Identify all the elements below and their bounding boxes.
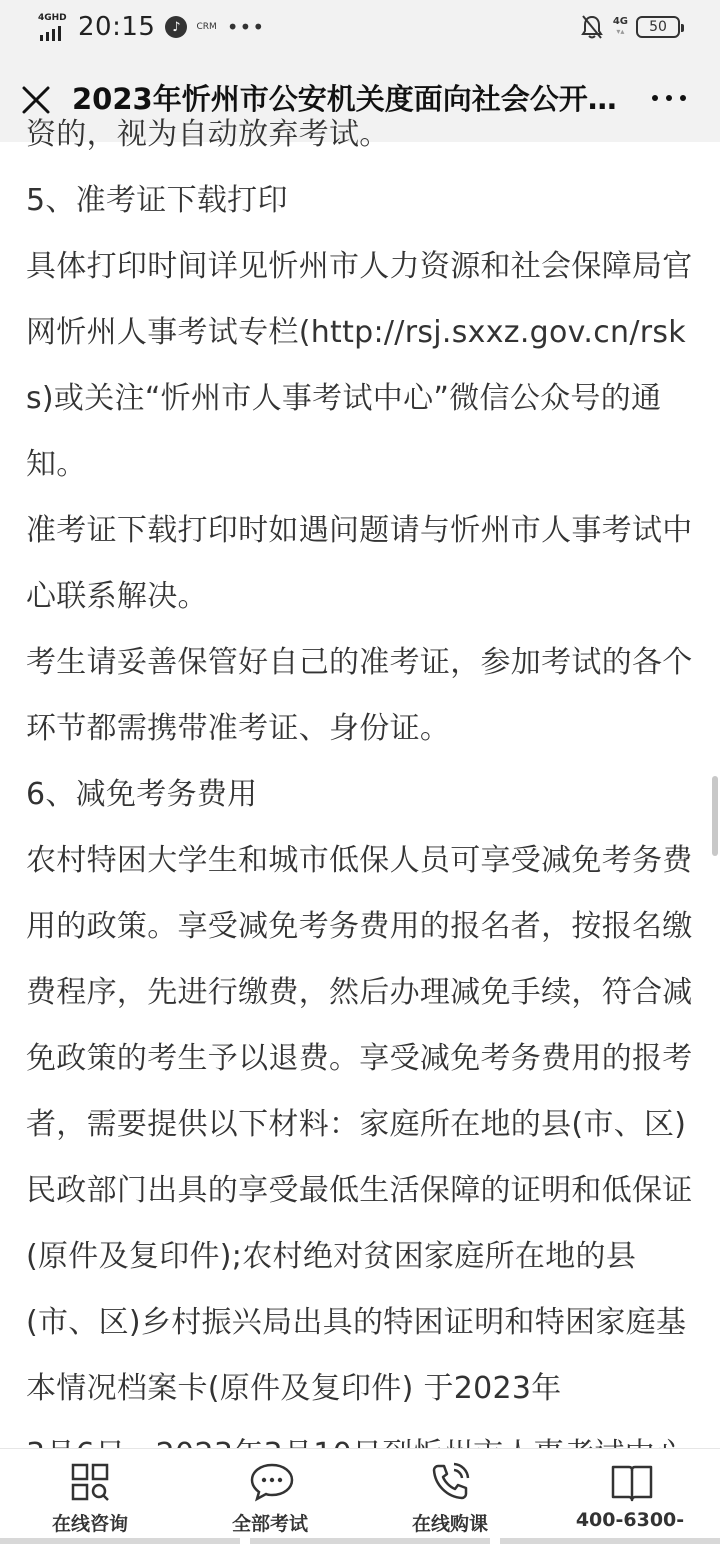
- article-paragraph: 资的，视为自动放弃考试。: [26, 117, 390, 152]
- tab-buy-courses[interactable]: [360, 1449, 540, 1544]
- battery-level: 50: [649, 19, 667, 35]
- clock-time: 20:15: [78, 12, 156, 42]
- section-heading: 5、准考证下载打印: [26, 183, 288, 218]
- gesture-bar: [0, 1538, 720, 1544]
- article-paragraph: 具体打印时间详见忻州市人力资源和社会保障局官网忻州人事考试专栏(http://rsj.sxxz.gov.cn/rsks)或关注“忻州市人事考试中心”微信公众号的通知。: [26, 249, 693, 482]
- status-bar: [0, 0, 720, 56]
- network-4g-label: 4G: [612, 16, 628, 27]
- bottom-tab-bar: [0, 1448, 720, 1544]
- chat-icon: [249, 1461, 291, 1503]
- tab-label: 在线购课: [411, 1513, 488, 1535]
- article-paragraph: 准考证下载打印时如遇问题请与忻州市人事考试中心联系解决。: [26, 513, 693, 614]
- article-body: [26, 102, 694, 1488]
- section-heading: 6、减免考务费用: [26, 777, 258, 812]
- scrollbar-thumb[interactable]: [712, 776, 718, 856]
- book-icon: [609, 1461, 651, 1503]
- status-more-dots: •••: [226, 15, 266, 39]
- article-paragraph: 考生请妥善保管好自己的准考证，参加考试的各个环节都需携带准考证、身份证。: [26, 645, 693, 746]
- consult-icon: [69, 1461, 111, 1503]
- page-title: 2023年忻州市公安机关度面向社会公开…: [72, 82, 617, 116]
- signal-icon: [38, 13, 72, 41]
- tab-label: 全部考试: [231, 1513, 308, 1535]
- battery-icon: [636, 16, 680, 38]
- article-content[interactable]: [0, 117, 720, 1448]
- more-dot: [666, 95, 672, 101]
- network-4g-icon: 4G ▾▴: [612, 16, 628, 36]
- tab-label: 400-6300-: [575, 1509, 685, 1531]
- tiktok-icon: ♪: [165, 16, 187, 38]
- status-right: [581, 14, 680, 40]
- network-label: 4GHD: [38, 13, 67, 23]
- tab-label: 在线咨询: [51, 1513, 128, 1535]
- article-paragraph: 农村特困大学生和城市低保人员可享受减免考务费用的政策。享受减免考务费用的报名者，按报名缴费程序，先进行缴费，然后办理减免手续，符合减免政策的考生予以退费。享受减免考务费用的报考者，需要提供以下材料：家庭所在地的县(市、区)民政部门出具的享受最低生活保障的证明和低保证(原件及复印件);农村绝对贫困家庭所在地的县(市、区)乡村振兴局出具的特困证明和特困家庭基本情况档案卡(原件及复印件) 于2023年: [26, 843, 693, 1406]
- bell-muted-icon: [581, 14, 603, 40]
- tab-hotline[interactable]: [540, 1449, 720, 1544]
- tab-all-exams[interactable]: [180, 1449, 360, 1544]
- tab-online-consult[interactable]: [0, 1449, 180, 1544]
- more-dot: [652, 95, 658, 101]
- phone-icon: [429, 1461, 471, 1503]
- status-left: [38, 12, 265, 42]
- more-dot: [680, 95, 686, 101]
- crm-label: CRM: [196, 22, 217, 32]
